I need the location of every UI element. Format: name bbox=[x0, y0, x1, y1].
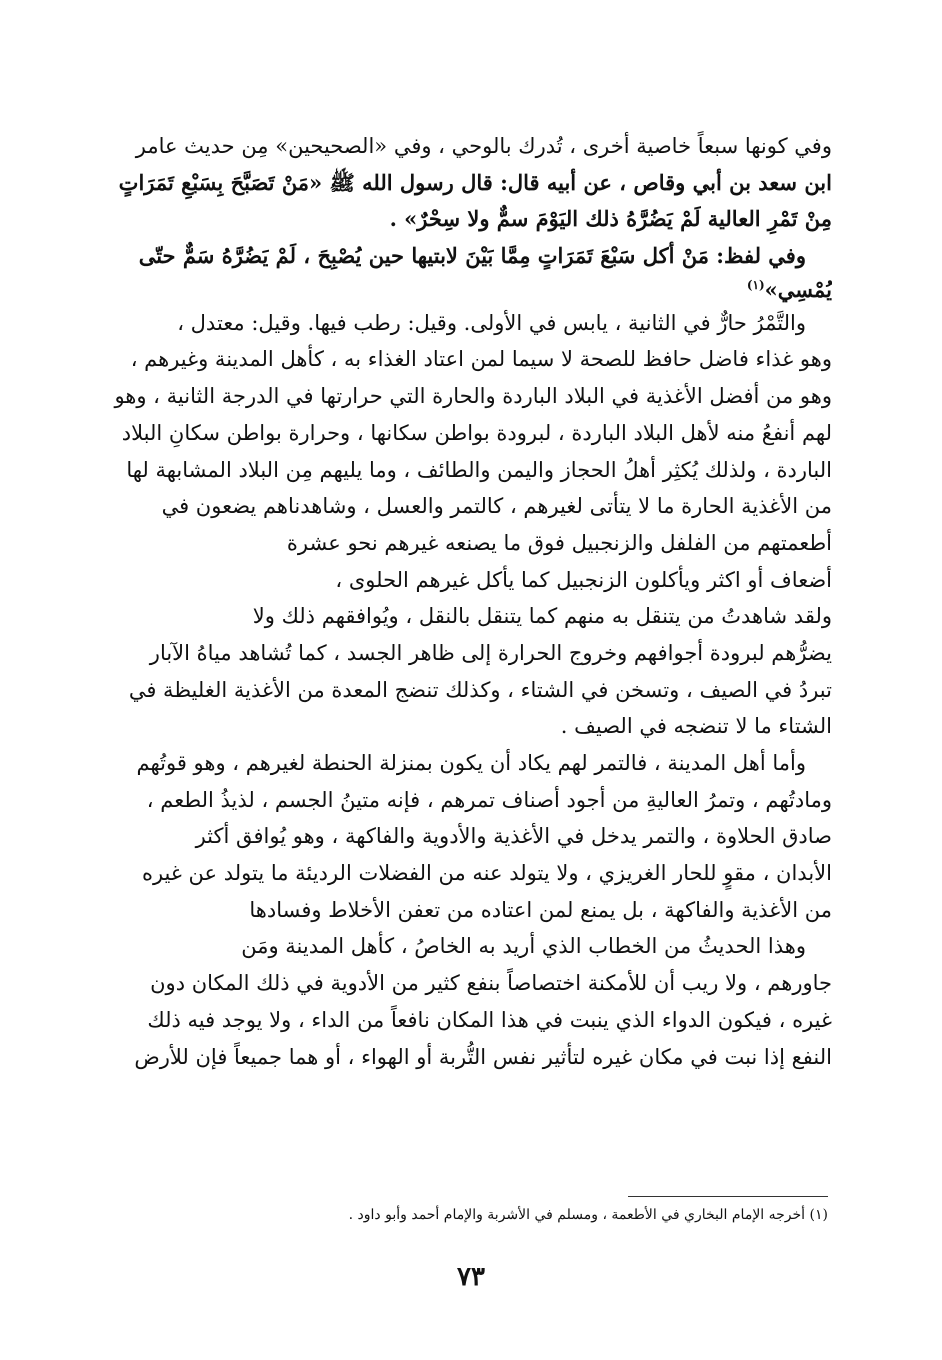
text-line: أضعاف أو اكثر ويأكلون الزنجبيل كما يأكل غيرهم الحلوى ، bbox=[335, 567, 832, 592]
text-line: وأما أهل المدينة ، فالتمر لهم يكاد أن يكون بمنزلة الحنطة لغيرهم ، وهو قوتُهم bbox=[136, 751, 806, 775]
text-line: والتَّمْرُ حارٌّ في الثانية ، يابس في الأولى. وقيل: رطب فيها. وقيل: معتدل ، bbox=[177, 310, 806, 335]
page-number: ٧٣ bbox=[457, 1262, 485, 1292]
text-line: غيره ، فيكون الدواء الذي ينبت في هذا المكان نافعاً من الداء ، ولا يوجد فيه ذلك bbox=[147, 1007, 832, 1032]
text-line: ولقد شاهدتُ من يتنقل به منهم كما يتنقل بالنقل ، ويُوافقهم ذلك ولا bbox=[252, 604, 832, 629]
text-line: يُمْسِي» bbox=[764, 276, 832, 302]
text-line: وفي كونها سبعاً خاصية أخرى ، تُدرك بالوحي ، وفي «الصحيحين» مِن حديث عامر bbox=[135, 134, 832, 158]
text-line: النفع إذا نبت في مكان غيره لتأثير نفس التُّربة أو الهواء ، أو هما جميعاً فإن للأرض bbox=[134, 1044, 832, 1069]
text-line: الباردة ، ولذلك يُكثِر أهلُ الحجاز واليمن والطائف ، وما يليهم مِن البلاد المشابهة لها bbox=[126, 457, 832, 482]
text-line: وهو غذاء فاضل حافظ للصحة لا سيما لمن اعتاد الغذاء به ، كأهل المدينة وغيرهم ، bbox=[130, 347, 832, 372]
text-line: يضرُّهم لبرودة أجوافهم وخروج الحرارة إلى ظاهر الجسد ، كما تُشاهد مياهُ الآبار bbox=[149, 640, 832, 665]
text-line: لهم أنفعُ منه لأهل البلاد الباردة ، لبرودة بواطن سكانها ، وحرارة بواطن سكانِ البلاد bbox=[121, 420, 832, 445]
text-line: من الأغذية والفاكهة ، بل يمنع لمن اعتاده من تعفن الأخلاط وفسادها bbox=[249, 897, 832, 922]
text-line: وهو من أفضل الأغذية في البلاد الباردة والحارة التي حرارتها في الدرجة الثانية ، وهو bbox=[114, 384, 832, 409]
main-text bbox=[104, 128, 832, 1075]
text-line: الشتاء ما لا تنضجه في الصيف . bbox=[560, 714, 832, 739]
text-line: تبردُ في الصيف ، وتسخن في الشتاء ، وكذلك تنضج المعدة من الأغذية الغليظة في bbox=[128, 677, 832, 702]
text-line: ابن سعد بن أبي وقاص ، عن أبيه قال: قال رسول الله ﷺ «مَنْ تَصَبَّحَ بِسَبْعِ تَمَرَاتٍ bbox=[118, 169, 832, 195]
text-line: وهذا الحديثُ من الخطاب الذي أريد به الخاصُ ، كأهل المدينة ومَن bbox=[241, 934, 806, 959]
text-line: ومادتُهم ، وتمرُ العاليةِ من أجود أصناف تمرهم ، فإنه متينُ الجسم ، لذيذُ الطعم ، bbox=[146, 787, 832, 812]
footnote-divider bbox=[628, 1196, 828, 1197]
text-line: جاورهم ، ولا ريب أن للأمكنة اختصاصاً بنفع كثير من الأدوية في ذلك المكان دون bbox=[150, 971, 832, 996]
text-line: أطعمتهم من الفلفل والزنجبيل فوق ما يصنعه غيرهم نحو عشرة bbox=[286, 530, 832, 555]
footnote-reference: (١) bbox=[746, 277, 765, 292]
text-line: وفي لفظ: مَنْ أكل سَبْعَ تَمَرَاتٍ مِمَّا بَيْنَ لابتيها حين يُصْبِحَ ، لَمْ يَضُرَّهُ سَمٌّ حتّى bbox=[138, 243, 806, 269]
text-line: الأبدان ، مقوٍ للحار الغريزي ، ولا يتولد عنه من الفضلات الرديئة ما يتولد عن غيره bbox=[141, 861, 832, 886]
footnote: (١) أخرجه الإمام البخاري في الأطعمة ، ومسلم في الأشربة والإمام أحمد وأبو داود . bbox=[348, 1207, 828, 1223]
text-line: صادق الحلاوة ، والتمر يدخل في الأغذية والأدوية والفاكهة ، وهو يُوافق أكثر bbox=[195, 824, 832, 849]
text-line: مِنْ تَمْرِ العالية لَمْ يَضُرَّهُ ذلك اليَوْمَ سمٌّ ولا سِحْرٌ» . bbox=[389, 206, 832, 232]
text-line-with-footnote-ref bbox=[104, 275, 832, 305]
text-line: من الأغذية الحارة ما لا يتأتى لغيرهم ، كالتمر والعسل ، وشاهدناهم يضعون في bbox=[161, 494, 832, 519]
